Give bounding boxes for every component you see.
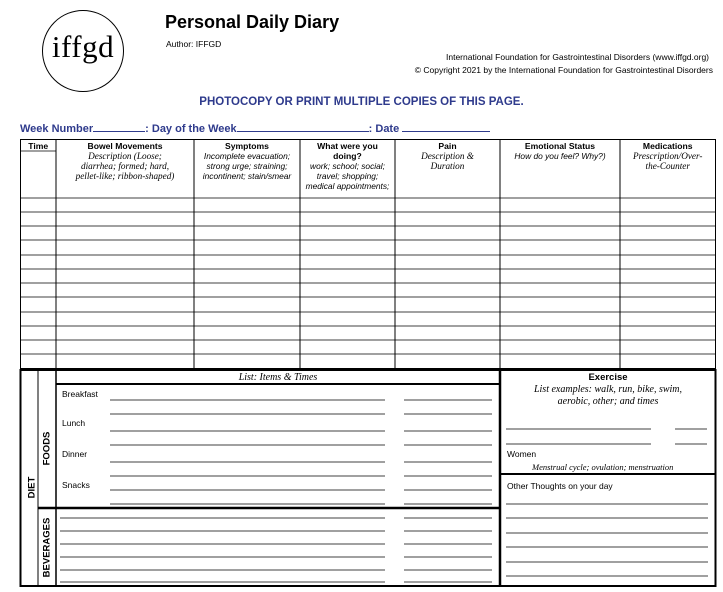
log-column-description: travel; shopping; <box>316 171 379 181</box>
log-column-description: incontinent; stain/smear <box>202 171 292 181</box>
exercise-examples-line: List examples: walk, run, bike, swim, <box>533 384 683 395</box>
author-line: Author: IFFGD <box>166 39 222 49</box>
list-items-times-header: List: Items & Times <box>238 372 318 383</box>
beverages-label: BEVERAGES <box>41 517 53 578</box>
photocopy-instruction: PHOTOCOPY OR PRINT MULTIPLE COPIES OF THIS PAGE. <box>199 96 524 108</box>
exercise-examples-line: aerobic, other; and times <box>557 396 659 407</box>
meal-label-breakfast: Breakfast <box>62 389 98 399</box>
log-column-title: Pain <box>438 141 457 151</box>
log-column-description: Description & <box>421 151 474 161</box>
copyright-line: © Copyright 2021 by the International Foundation for Gastrointestinal Disorders <box>414 65 713 75</box>
exercise-title: Exercise <box>588 372 628 383</box>
exercise-examples <box>500 384 716 408</box>
organization-line: International Foundation for Gastrointestinal Disorders (www.iffgd.org) <box>446 52 709 62</box>
meal-label-lunch: Lunch <box>62 418 86 428</box>
log-column-header <box>300 141 395 191</box>
log-column-description: Incomplete evacuation; <box>203 151 291 161</box>
diet-label: DIET <box>26 476 38 499</box>
meal-label-dinner: Dinner <box>62 449 88 459</box>
log-column-description: the-Counter <box>645 161 690 171</box>
log-column-title: Medications <box>642 141 693 151</box>
log-column-description: diarrhea; formed; hard, <box>80 161 170 171</box>
meal-label-snacks: Snacks <box>62 480 90 490</box>
log-column-header <box>500 141 620 161</box>
log-column-title: Symptoms <box>225 141 269 151</box>
log-column-description: pellet-like; ribbon-shaped) <box>75 171 175 181</box>
log-column-description: strong urge; straining; <box>206 161 288 171</box>
women-label: Women <box>507 449 537 459</box>
log-column-title: Emotional Status <box>524 141 596 151</box>
log-column-title: Time <box>28 141 49 151</box>
logo-text: iffgd <box>51 29 115 64</box>
other-thoughts-label: Other Thoughts on your day <box>507 481 613 491</box>
log-column-title: Bowel Movements <box>87 141 163 151</box>
log-column-description: medical appointments; <box>305 181 390 191</box>
log-column-description: work; school; social; <box>310 161 385 171</box>
log-column-header <box>194 141 300 181</box>
menstrual-note: Menstrual cycle; ovulation; menstruation <box>532 462 674 472</box>
log-column-header <box>395 141 500 171</box>
log-column-header <box>620 141 716 171</box>
log-column-description: Description (Loose; <box>88 151 162 161</box>
log-column-header <box>56 141 194 181</box>
foods-label: FOODS <box>41 431 53 466</box>
date-label: : Date <box>368 123 400 135</box>
log-column-header <box>21 141 57 151</box>
log-column-description: Prescription/Over- <box>633 151 703 161</box>
log-column-title: What were you <box>317 141 378 151</box>
log-column-description: Duration <box>430 161 465 171</box>
log-column-description: How do you feel? Why?) <box>514 151 606 161</box>
week-number-label: Week Number <box>20 123 94 135</box>
log-column-title: doing? <box>333 151 362 161</box>
day-of-week-label: : Day of the Week <box>145 123 237 135</box>
page-title: Personal Daily Diary <box>165 12 340 32</box>
